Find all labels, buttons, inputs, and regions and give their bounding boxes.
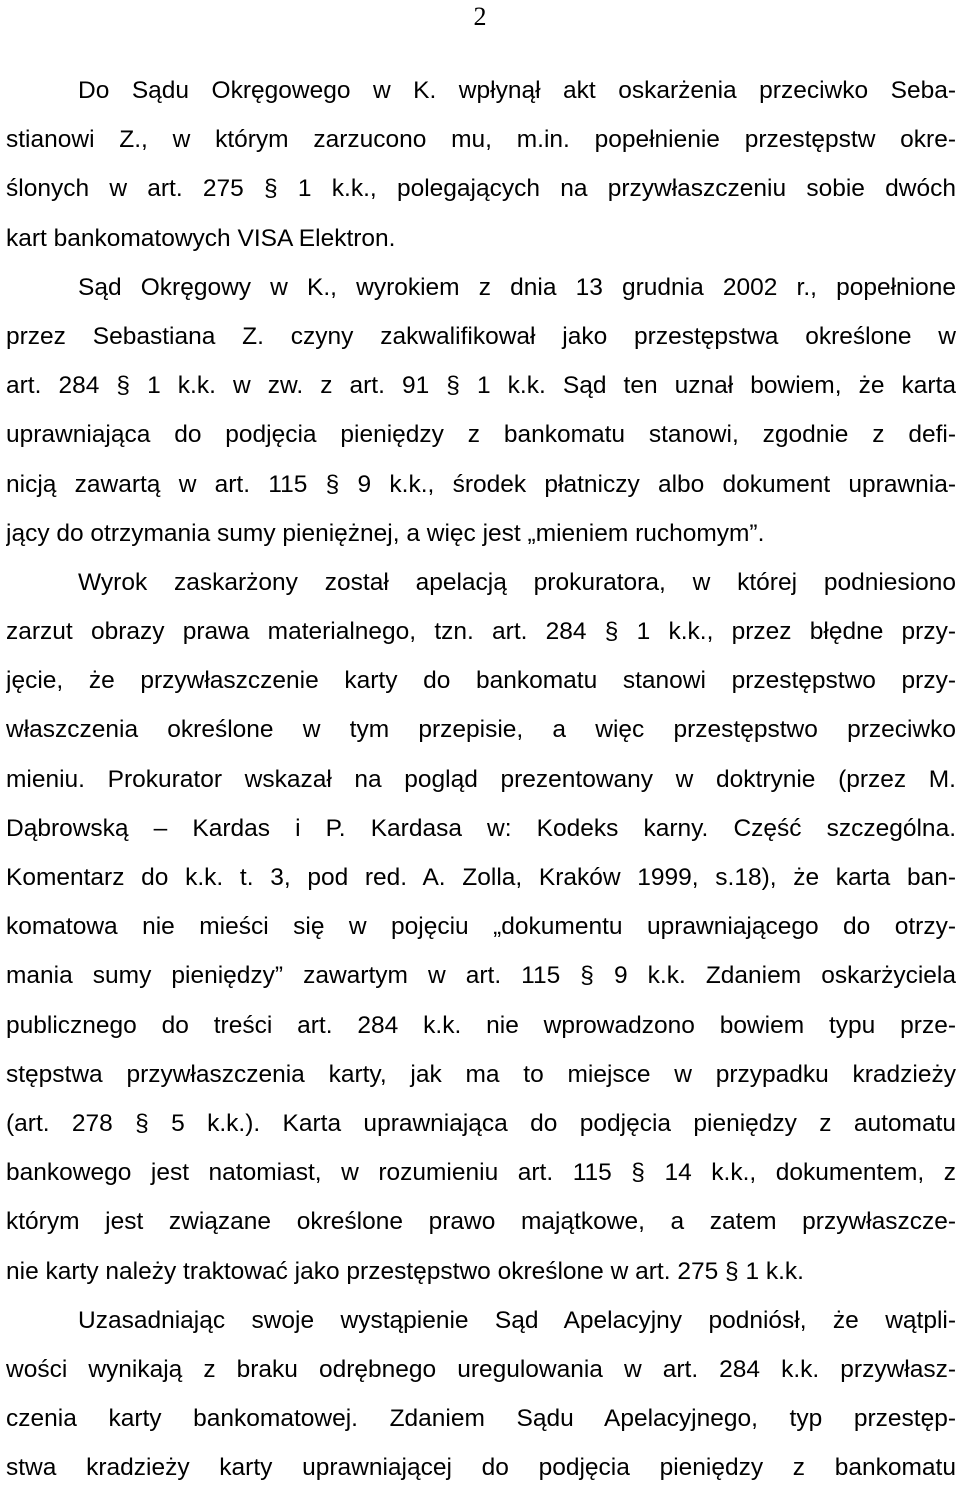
text-line: Wyrok zaskarżony został apelacją prokuratora, w której podniesiono [78, 568, 956, 596]
text-line: mania sumy pieniędzy” zawartym w art. 115 § 9 k.k. Zdaniem oskarżyciela [6, 962, 956, 990]
text-line: mieniu. Prokurator wskazał na pogląd prezentowany w doktrynie (przez M. [6, 765, 956, 793]
text-line: wości wynikają z braku odrębnego uregulowania w art. 284 k.k. przywłasz- [6, 1355, 956, 1383]
text-line: Dąbrowską – Kardas i P. Kardasa w: Kodeks karny. Część szczególna. [6, 814, 956, 842]
text-line: stwa kradzieży karty uprawniającej do podjęcia pieniędzy z bankomatu [6, 1454, 956, 1482]
text-line: Sąd Okręgowy w K., wyrokiem z dnia 13 grudnia 2002 r., popełnione [78, 273, 956, 301]
text-line: ślonych w art. 275 § 1 k.k., polegających na przywłaszczeniu sobie dwóch [6, 175, 956, 203]
text-line: bankowego jest natomiast, w rozumieniu art. 115 § 14 k.k., dokumentem, z [6, 1159, 956, 1187]
text-line: stępstwa przywłaszczenia karty, jak ma to miejsce w przypadku kradzieży [6, 1060, 956, 1088]
text-line: przez Sebastiana Z. czyny zakwalifikował jako przestępstwa określone w [6, 322, 956, 350]
text-line: zarzut obrazy prawa materialnego, tzn. art. 284 § 1 k.k., przez błędne przy- [6, 618, 956, 646]
text-line: którym jest związane określone prawo majątkowe, a zatem przywłaszcze- [6, 1208, 956, 1236]
text-line: komatowa nie mieści się w pojęciu „dokumentu uprawniającego do otrzy- [6, 913, 956, 941]
text-line: Do Sądu Okręgowego w K. wpłynął akt oskarżenia przeciwko Seba- [78, 77, 956, 104]
text-line: art. 284 § 1 k.k. w zw. z art. 91 § 1 k.k. Sąd ten uznał bowiem, że karta [6, 372, 956, 400]
text-line: kart bankomatowych VISA Elektron. [6, 224, 396, 252]
text-line: publicznego do treści art. 284 k.k. nie wprowadzono bowiem typu prze- [6, 1011, 956, 1039]
text-line: Uzasadniając swoje wystąpienie Sąd Apelacyjny podniósł, że wątpli- [78, 1306, 956, 1334]
text-line: (art. 278 § 5 k.k.). Karta uprawniająca do podjęcia pieniędzy z automatu [6, 1109, 956, 1137]
document-body [6, 66, 956, 1492]
text-line: jący do otrzymania sumy pieniężnej, a więc jest „mieniem ruchomym”. [6, 519, 765, 547]
text-line: Komentarz do k.k. t. 3, pod red. A. Zolla, Kraków 1999, s.18), że karta ban- [6, 864, 956, 891]
text-line: nicją zawartą w art. 115 § 9 k.k., środek płatniczy albo dokument uprawnia- [6, 470, 956, 498]
text-line: stianowi Z., w którym zarzucono mu, m.in. popełnienie przestępstw okre- [6, 126, 956, 154]
text-line: właszczenia określone w tym przepisie, a więc przestępstwo przeciwko [6, 716, 956, 744]
text-line: czenia karty bankomatowej. Zdaniem Sądu Apelacyjnego, typ przestęp- [6, 1405, 956, 1433]
text-line: uprawniająca do podjęcia pieniędzy z bankomatu stanowi, zgodnie z defi- [6, 421, 956, 449]
text-line: jęcie, że przywłaszczenie karty do bankomatu stanowi przestępstwo przy- [6, 667, 956, 695]
page-number: 2 [473, 2, 487, 31]
text-line: nie karty należy traktować jako przestępstwo określone w art. 275 § 1 k.k. [6, 1257, 804, 1285]
